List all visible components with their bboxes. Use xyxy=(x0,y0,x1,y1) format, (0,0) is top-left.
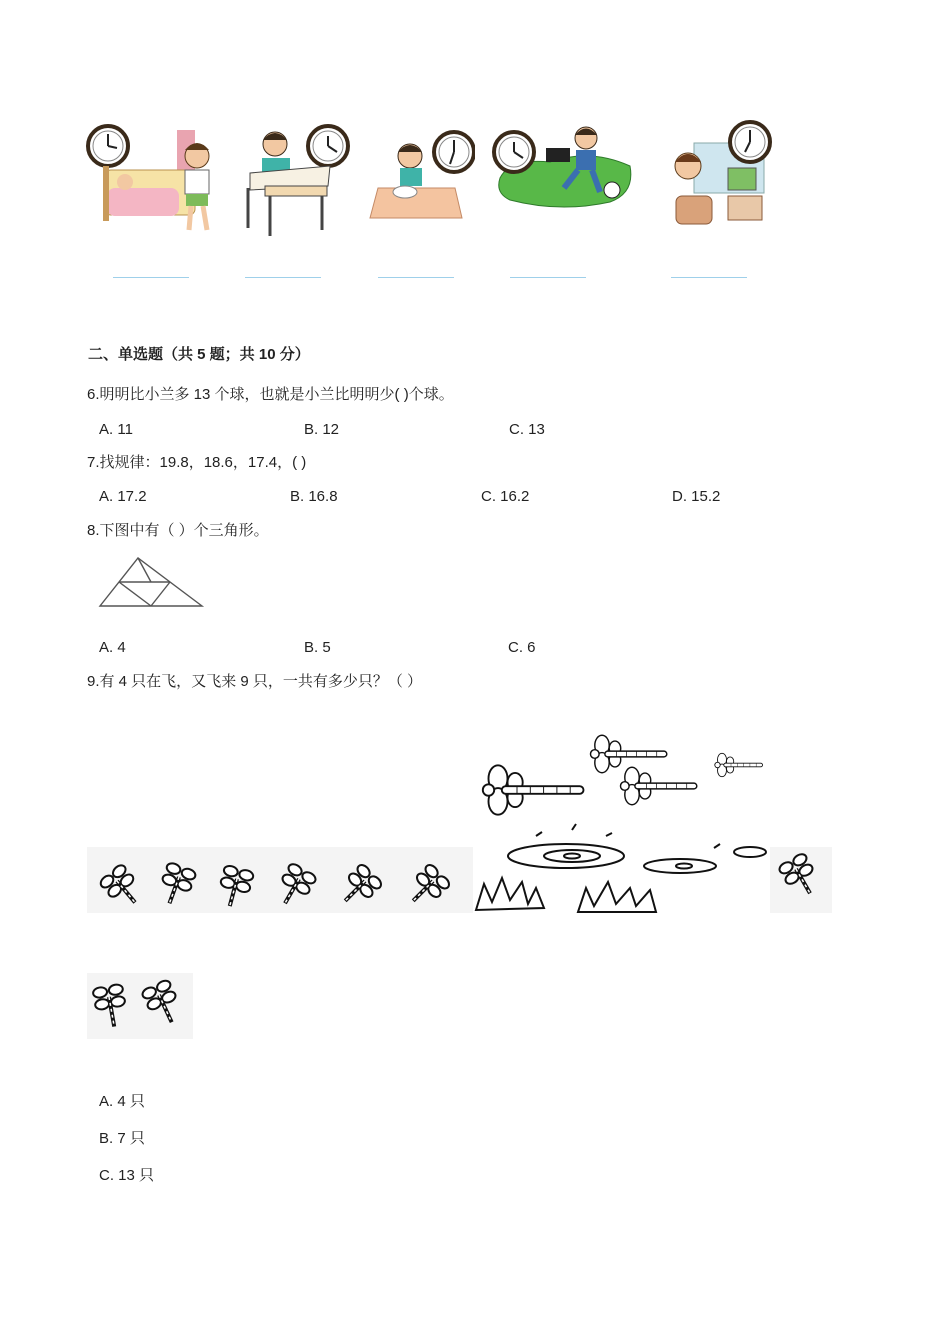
question-6-stem: 6.明明比小兰多 13 个球，也就是小兰比明明少( )个球。 xyxy=(87,386,454,403)
dragonfly-strip-right xyxy=(770,847,832,913)
dragonfly-icon xyxy=(403,863,452,912)
q8-option-c[interactable]: C. 6 xyxy=(508,639,536,656)
homework-scene xyxy=(240,118,355,243)
q6-option-c[interactable]: C. 13 xyxy=(509,421,545,438)
playing-scene xyxy=(490,118,635,243)
q7-option-b[interactable]: B. 16.8 xyxy=(290,488,338,505)
q9-option-c[interactable]: C. 13 只 xyxy=(99,1167,155,1184)
dragonfly-strip-second-row xyxy=(87,973,193,1039)
clock-icon xyxy=(730,122,770,162)
dragonfly-strip-left xyxy=(87,847,473,913)
wake-up-scene xyxy=(85,118,230,243)
dragonfly-icon xyxy=(215,864,254,909)
clock-icon xyxy=(88,126,128,166)
dragonfly-icon xyxy=(778,852,823,901)
clock-icon xyxy=(434,132,474,172)
q6-option-b[interactable]: B. 12 xyxy=(304,421,340,438)
q6-option-a[interactable]: A. 11 xyxy=(99,421,133,438)
answer-blank-3[interactable] xyxy=(378,277,454,278)
clock-icon xyxy=(494,132,534,172)
dragonfly-icon xyxy=(141,979,186,1029)
dragonfly-icon xyxy=(92,984,129,1030)
dragonfly-icon xyxy=(155,862,197,909)
dragonfly-icon xyxy=(272,862,317,911)
q9-option-a[interactable]: A. 4 只 xyxy=(99,1093,145,1110)
question-7-stem: 7.找规律：19.8，18.6，17.4，( ) xyxy=(87,454,307,471)
q8-option-b[interactable]: B. 5 xyxy=(304,639,331,656)
dragonfly-icon xyxy=(335,863,384,912)
clock-icon xyxy=(308,126,348,166)
answer-blank-1[interactable] xyxy=(113,277,189,278)
triangle-figure xyxy=(96,554,206,610)
evening-scene xyxy=(668,118,778,243)
pond-dragonfly-scene xyxy=(474,732,774,914)
question-8-stem: 8.下图中有（ ）个三角形。 xyxy=(87,522,269,539)
q7-option-a[interactable]: A. 17.2 xyxy=(99,488,147,505)
answer-blank-5[interactable] xyxy=(671,277,747,278)
question-9-stem: 9.有 4 只在飞，又飞来 9 只，一共有多少只？（ ） xyxy=(87,673,423,690)
q8-option-a[interactable]: A. 4 xyxy=(99,639,126,656)
eating-scene xyxy=(360,118,475,243)
q9-option-b[interactable]: B. 7 只 xyxy=(99,1130,145,1147)
answer-blank-4[interactable] xyxy=(510,277,586,278)
answer-blank-2[interactable] xyxy=(245,277,321,278)
section-header: 二、单选题（共 5 题；共 10 分） xyxy=(88,346,310,363)
q7-option-d[interactable]: D. 15.2 xyxy=(672,488,721,505)
q7-option-c[interactable]: C. 16.2 xyxy=(481,488,530,505)
dragonfly-icon xyxy=(98,863,146,912)
